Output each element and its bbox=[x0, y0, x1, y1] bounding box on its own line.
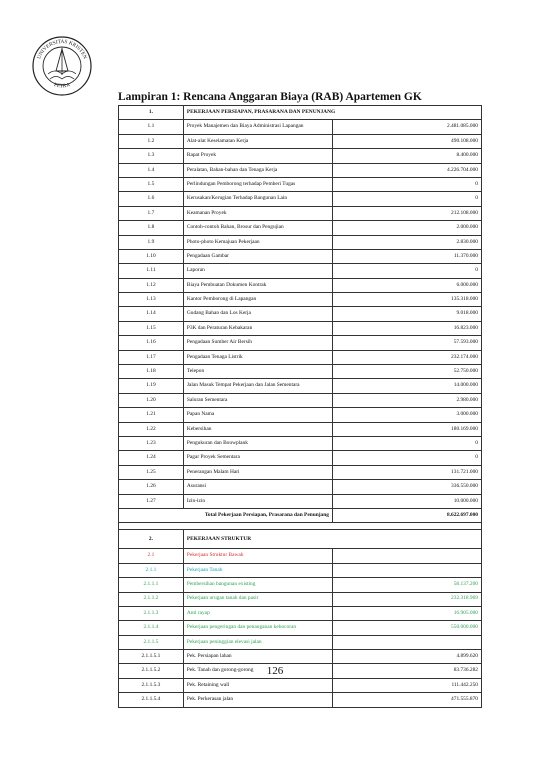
row-amount: 2.980.000 bbox=[332, 393, 481, 407]
section1-title: PEKERJAAN PERSIAPAN, PRASARANA DAN PENUNJANG bbox=[183, 106, 481, 120]
row-amount: 232.318.969 bbox=[332, 592, 481, 606]
row-amount: 57.593.000 bbox=[332, 336, 481, 350]
row-number: 1.9 bbox=[119, 235, 184, 249]
row-description: Pengukuran dan Bouwplank bbox=[183, 436, 332, 450]
row-description: Saluran Sementara bbox=[183, 393, 332, 407]
section1-total-row bbox=[119, 508, 482, 522]
table-row bbox=[119, 293, 482, 307]
spacer-row bbox=[119, 523, 482, 530]
table-row bbox=[119, 422, 482, 436]
row-description: Pekerjaan peninggian elevasi jalan bbox=[183, 635, 332, 649]
row-number: 1.13 bbox=[119, 293, 184, 307]
row-description: Pengadaan Tenaga Listrik bbox=[183, 350, 332, 364]
row-amount bbox=[332, 635, 481, 649]
row-amount bbox=[332, 549, 481, 563]
row-number: 1.4 bbox=[119, 163, 184, 177]
row-number: 1.24 bbox=[119, 451, 184, 465]
page-title: Lampiran 1: Rencana Anggaran Biaya (RAB) Apartemen GK bbox=[118, 91, 422, 103]
row-description: Pekerjaan Struktur Bawah bbox=[183, 549, 332, 563]
row-amount: 83.736.282 bbox=[332, 664, 481, 678]
university-seal-icon bbox=[31, 35, 93, 97]
row-number: 1.27 bbox=[119, 494, 184, 508]
row-amount: 6.000.000 bbox=[332, 278, 481, 292]
row-number: 1.20 bbox=[119, 393, 184, 407]
row-amount: 2.830.000 bbox=[332, 235, 481, 249]
row-description: Biaya Pembuatan Dokumen Kontrak bbox=[183, 278, 332, 292]
row-description: Proyek Manajemen dan Biaya Administrasi Lapangan bbox=[183, 120, 332, 134]
row-description: Contoh-contoh Bahan, Brosur dan Pengujian bbox=[183, 221, 332, 235]
row-amount: 10.000.000 bbox=[332, 494, 481, 508]
page-number: 126 bbox=[266, 665, 284, 677]
row-number: 1.2 bbox=[119, 134, 184, 148]
row-amount: 3.000.000 bbox=[332, 408, 481, 422]
row-number: 1.18 bbox=[119, 365, 184, 379]
row-amount: 111.442.250 bbox=[332, 678, 481, 692]
row-amount: 8.400.000 bbox=[332, 149, 481, 163]
row-description: Photo-photo Kemajuan Pekerjaan bbox=[183, 235, 332, 249]
table-row bbox=[119, 678, 482, 692]
row-amount: 4.226.704.000 bbox=[332, 163, 481, 177]
spacer-cell bbox=[119, 523, 482, 530]
section2-header-row bbox=[119, 530, 482, 549]
row-description: Laporan bbox=[183, 264, 332, 278]
section2-number: 2. bbox=[119, 530, 184, 549]
row-number: 2.1.1.5.2 bbox=[119, 664, 184, 678]
row-number: 2.1.1.4 bbox=[119, 621, 184, 635]
row-description: Pagar Proyek Sementara bbox=[183, 451, 332, 465]
row-description: Jalan Masuk Tempat Pekerjaan dan Jalan Sementara bbox=[183, 379, 332, 393]
section1-number: 1. bbox=[119, 106, 184, 120]
row-number: 1.16 bbox=[119, 336, 184, 350]
total-label: Total Pekerjaan Persiapan, Prasarana dan Penunjang bbox=[119, 508, 333, 522]
row-amount: 550.000.000 bbox=[332, 621, 481, 635]
row-number: 2.1.1.3 bbox=[119, 606, 184, 620]
row-description: Pekerjaan pengeringan dan penanganan kebocoran bbox=[183, 621, 332, 635]
table-row bbox=[119, 192, 482, 206]
row-description: Alat-alat Keselamatan Kerja bbox=[183, 134, 332, 148]
row-number: 1.11 bbox=[119, 264, 184, 278]
table-row bbox=[119, 480, 482, 494]
row-number: 1.7 bbox=[119, 206, 184, 220]
row-amount: 0 bbox=[332, 436, 481, 450]
table-row bbox=[119, 578, 482, 592]
row-description: Rapat Proyek bbox=[183, 149, 332, 163]
table-row bbox=[119, 149, 482, 163]
row-description: Izin-izin bbox=[183, 494, 332, 508]
row-number: 1.21 bbox=[119, 408, 184, 422]
rab-table bbox=[118, 105, 482, 708]
table-row bbox=[119, 307, 482, 321]
row-number: 2.1.1 bbox=[119, 563, 184, 577]
table-row bbox=[119, 408, 482, 422]
table-row bbox=[119, 163, 482, 177]
table-row bbox=[119, 549, 482, 563]
table-row bbox=[119, 235, 482, 249]
row-description: Anti rayap bbox=[183, 606, 332, 620]
table-row bbox=[119, 365, 482, 379]
row-description: Pek. Tanah dan gorong-gorong bbox=[183, 664, 332, 678]
row-amount: 9.018.000 bbox=[332, 307, 481, 321]
table-row bbox=[119, 278, 482, 292]
row-description: Pengadaan Gambar bbox=[183, 249, 332, 263]
table-row bbox=[119, 336, 482, 350]
table-row bbox=[119, 650, 482, 664]
row-description: Kebersihan bbox=[183, 422, 332, 436]
row-description: Telepon bbox=[183, 365, 332, 379]
rab-table-body bbox=[119, 106, 482, 708]
row-number: 1.25 bbox=[119, 465, 184, 479]
row-number: 1.14 bbox=[119, 307, 184, 321]
row-number: 1.22 bbox=[119, 422, 184, 436]
total-value: 8.622.697.000 bbox=[332, 508, 481, 522]
section2-title: PEKERJAAN STRUKTUR bbox=[183, 530, 481, 549]
row-amount: 135.318.000 bbox=[332, 293, 481, 307]
row-number: 1.10 bbox=[119, 249, 184, 263]
row-number: 1.1 bbox=[119, 120, 184, 134]
row-amount: 0 bbox=[332, 451, 481, 465]
row-number: 2.1.1.2 bbox=[119, 592, 184, 606]
row-amount: 2.481.085.000 bbox=[332, 120, 481, 134]
row-amount: 16.905.000 bbox=[332, 606, 481, 620]
table-row bbox=[119, 393, 482, 407]
section1-header-row bbox=[119, 106, 482, 120]
row-number: 2.1.1.5.4 bbox=[119, 693, 184, 707]
row-amount: 232.174.000 bbox=[332, 350, 481, 364]
table-row bbox=[119, 465, 482, 479]
row-amount: 0 bbox=[332, 177, 481, 191]
table-row bbox=[119, 379, 482, 393]
row-number: 1.5 bbox=[119, 177, 184, 191]
svg-text:PETRA bbox=[53, 82, 71, 90]
row-number: 1.3 bbox=[119, 149, 184, 163]
row-amount: 471.555.870 bbox=[332, 693, 481, 707]
row-description: Pek. Persiapan lahan bbox=[183, 650, 332, 664]
row-amount: 16.823.000 bbox=[332, 321, 481, 335]
row-amount: 52.750.000 bbox=[332, 365, 481, 379]
row-number: 1.19 bbox=[119, 379, 184, 393]
row-number: 1.23 bbox=[119, 436, 184, 450]
row-amount: 14.000.000 bbox=[332, 379, 481, 393]
row-description: Gudang Bahan dan Los Kerja bbox=[183, 307, 332, 321]
row-number: 1.26 bbox=[119, 480, 184, 494]
seal-text-bottom: PETRA bbox=[53, 81, 71, 90]
table-row bbox=[119, 621, 482, 635]
row-number: 2.1.1.1 bbox=[119, 578, 184, 592]
row-amount bbox=[332, 563, 481, 577]
row-description: Perlindungan Pemborong terhadap Pemberi Tugas bbox=[183, 177, 332, 191]
row-amount: 11.370.000 bbox=[332, 249, 481, 263]
table-row bbox=[119, 134, 482, 148]
seal-text-top: UNIVERSITAS KRISTEN bbox=[36, 38, 88, 60]
row-amount: 58.137.200 bbox=[332, 578, 481, 592]
row-description: Kantor Pemborong di Lapangan bbox=[183, 293, 332, 307]
row-number: 2.1 bbox=[119, 549, 184, 563]
row-amount: 131.721.000 bbox=[332, 465, 481, 479]
row-amount: 0 bbox=[332, 192, 481, 206]
table-row bbox=[119, 264, 482, 278]
table-row bbox=[119, 249, 482, 263]
row-number: 1.15 bbox=[119, 321, 184, 335]
table-row bbox=[119, 592, 482, 606]
table-row bbox=[119, 451, 482, 465]
row-amount: 0 bbox=[332, 264, 481, 278]
row-description: Pek. Retaining wall bbox=[183, 678, 332, 692]
row-description: Asuransi bbox=[183, 480, 332, 494]
row-description: Kerusakan/Kerugian Terhadap Bangunan Lain bbox=[183, 192, 332, 206]
row-description: P3K dan Peraturan Kebakaran bbox=[183, 321, 332, 335]
row-description: Peralatan, Bahan-bahan dan Tenaga Kerja bbox=[183, 163, 332, 177]
table-row bbox=[119, 563, 482, 577]
row-amount: 4.899.620 bbox=[332, 650, 481, 664]
row-description: Pekerjaan Tanah bbox=[183, 563, 332, 577]
row-number: 1.17 bbox=[119, 350, 184, 364]
row-number: 2.1.1.5 bbox=[119, 635, 184, 649]
row-number: 2.1.1.5.1 bbox=[119, 650, 184, 664]
row-amount: 2.000.000 bbox=[332, 221, 481, 235]
table-row bbox=[119, 635, 482, 649]
table-row bbox=[119, 693, 482, 707]
table-row bbox=[119, 436, 482, 450]
row-number: 1.6 bbox=[119, 192, 184, 206]
row-number: 2.1.1.5.3 bbox=[119, 678, 184, 692]
table-row bbox=[119, 120, 482, 134]
table-row bbox=[119, 221, 482, 235]
row-description: Pembersihan bangunan existing bbox=[183, 578, 332, 592]
row-description: Papan Nama bbox=[183, 408, 332, 422]
table-row bbox=[119, 350, 482, 364]
row-description: Penerangan Malam Hari bbox=[183, 465, 332, 479]
row-description: Pengadaan Sumber Air Bersih bbox=[183, 336, 332, 350]
row-number: 1.8 bbox=[119, 221, 184, 235]
table-row bbox=[119, 177, 482, 191]
row-amount: 336.550.000 bbox=[332, 480, 481, 494]
table-row bbox=[119, 206, 482, 220]
table-row bbox=[119, 494, 482, 508]
row-amount: 490.108.000 bbox=[332, 134, 481, 148]
row-description: Pekerjaan urugan tanah dan pasir bbox=[183, 592, 332, 606]
table-row bbox=[119, 606, 482, 620]
row-number: 1.12 bbox=[119, 278, 184, 292]
row-amount: 180.169.000 bbox=[332, 422, 481, 436]
row-description: Pek. Perkerasan jalan bbox=[183, 693, 332, 707]
row-description: Keamanan Proyek bbox=[183, 206, 332, 220]
table-row bbox=[119, 321, 482, 335]
row-amount: 212.108.000 bbox=[332, 206, 481, 220]
